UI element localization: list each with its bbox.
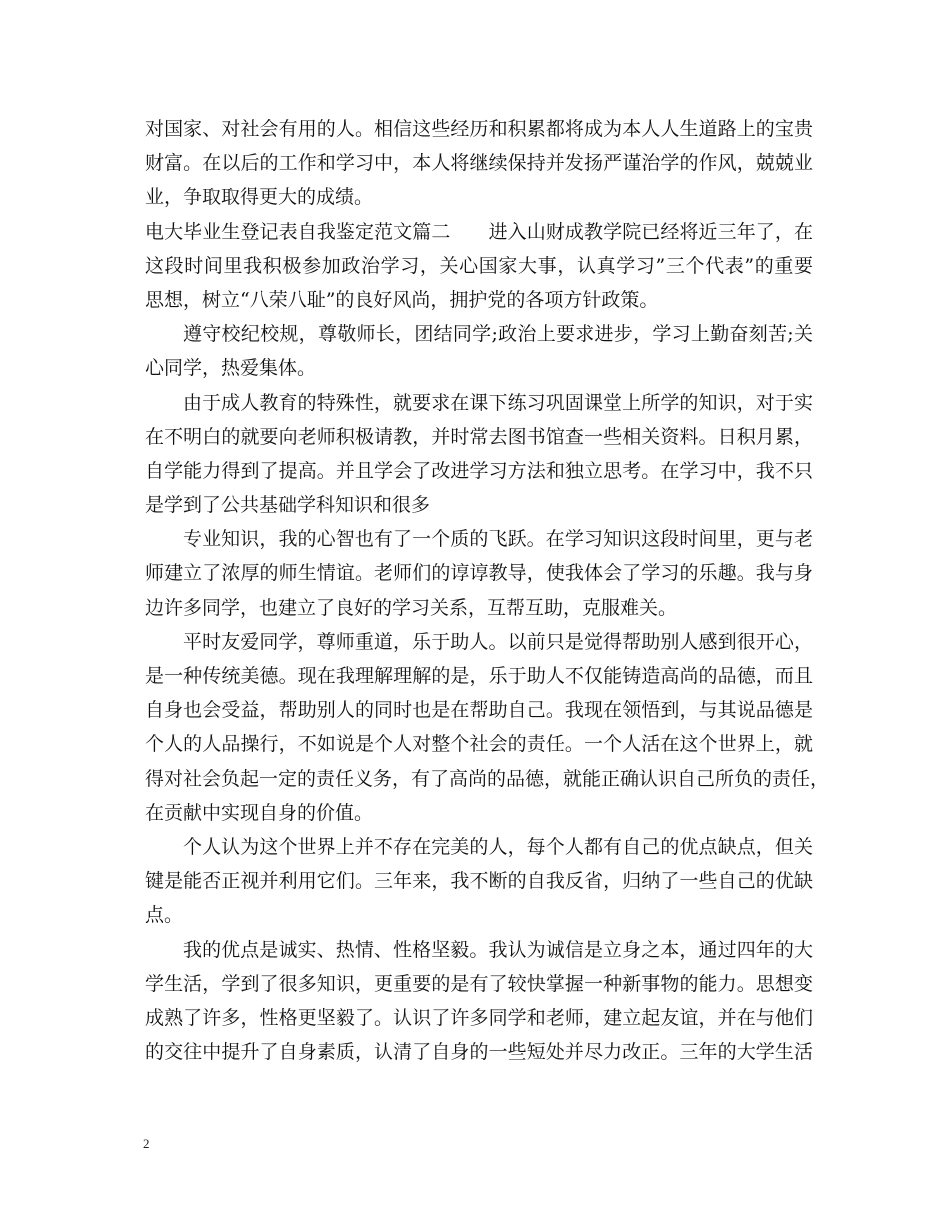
text-line: 师建立了浓厚的师生情谊。老师们的谆谆教导，使我体会了学习的乐趣。我与身 — [145, 562, 813, 585]
text-line: 自身也会受益，帮助别人的同时也是在帮助自己。我现在领悟到，与其说品德是 — [145, 699, 813, 722]
text-line: 由于成人教育的特殊性，就要求在课下练习巩固课堂上所学的知识，对于实 — [183, 391, 813, 414]
text-line: 心同学，热爱集体。 — [145, 357, 317, 380]
text-line: 在不明白的就要向老师积极请教，并时常去图书馆查一些相关资料。日积月累， — [145, 425, 813, 448]
text-line: 边许多同学，也建立了良好的学习关系，互帮互助，克服难关。 — [145, 596, 678, 619]
text-line: 得对社会负起一定的责任义务，有了高尚的品德，就能正确认识自己所负的责任， — [145, 767, 830, 790]
text-line: 键是能否正视并利用它们。三年来，我不断的自我反省，归纳了一些自己的优缺 — [145, 870, 813, 893]
section-heading-line: 电大毕业生登记表自我鉴定范文篇二 进入山财成教学院已经将近三年了，在 — [145, 220, 813, 243]
text-line: 的交往中提升了自身素质，认清了自身的一些短处并尽力改正。三年的大学生活 — [145, 1041, 813, 1064]
text-line: 思想，树立“八荣八耻”的良好风尚，拥护党的各项方针政策。 — [145, 288, 659, 311]
text-line: 专业知识，我的心智也有了一个质的飞跃。在学习知识这段时间里，更与老 — [183, 528, 813, 551]
text-line: 在贡献中实现自身的价值。 — [145, 801, 374, 824]
text-line: 学生活，学到了很多知识，更重要的是有了较快掌握一种新事物的能力。思想变 — [145, 972, 813, 995]
text-line: 遵守校纪校规，尊敬师长，团结同学;政治上要求进步，学习上勤奋刻苦;关 — [183, 323, 813, 346]
document-body — [145, 112, 830, 1069]
text-line: 个人的人品操行，不如说是个人对整个社会的责任。一个人活在这个世界上，就 — [145, 733, 813, 756]
text-line: 是学到了公共基础学科知识和很多 — [145, 494, 431, 517]
text-line: 点。 — [145, 904, 184, 927]
text-line: 成熟了许多，性格更坚毅了。认识了许多同学和老师，建立起友谊，并在与他们 — [145, 1006, 813, 1029]
page-number: 2 — [143, 1136, 150, 1151]
text-line: 财富。在以后的工作和学习中，本人将继续保持并发扬严谨治学的作风，兢兢业 — [145, 152, 813, 175]
text-line: 业，争取取得更大的成绩。 — [145, 186, 374, 209]
text-line: 是一种传统美德。现在我理解理解的是，乐于助人不仅能铸造高尚的品德，而且 — [145, 665, 813, 687]
text-line: 我的优点是诚实、热情、性格坚毅。我认为诚信是立身之本，通过四年的大 — [183, 938, 813, 961]
text-line: 对国家、对社会有用的人。相信这些经历和积累都将成为本人人生道路上的宝贵 — [145, 118, 813, 140]
text-line: 自学能力得到了提高。并且学会了改进学习方法和独立思考。在学习中，我不只 — [145, 459, 813, 482]
text-line: 平时友爱同学，尊师重道，乐于助人。以前只是觉得帮助别人感到很开心， — [183, 630, 813, 653]
text-line: 个人认为这个世界上并不存在完美的人，每个人都有自己的优点缺点，但关 — [183, 835, 813, 858]
text-line: 这段时间里我积极参加政治学习，关心国家大事，认真学习”三个代表”的重要 — [145, 254, 813, 277]
